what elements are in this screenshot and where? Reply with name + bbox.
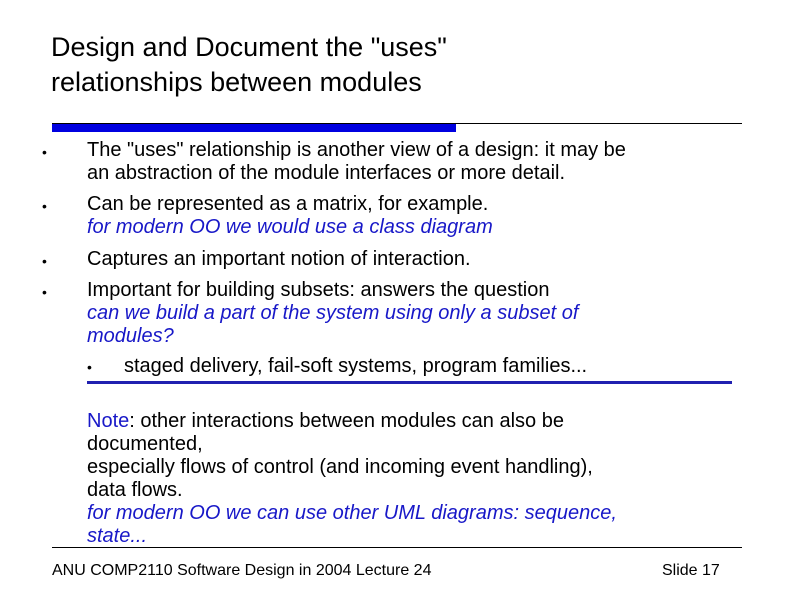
- bullet-marker: •: [42, 198, 47, 214]
- bullet-text: Important for building subsets: answers the question: [87, 279, 550, 301]
- footer-divider: [52, 547, 742, 548]
- note-block: [87, 410, 747, 548]
- bullet-marker: •: [42, 253, 47, 269]
- bullet-item-uses-relationship: [87, 139, 747, 185]
- bullet-text: The "uses" relationship is another view of a design: it may be: [87, 139, 626, 161]
- note-text: : other interactions between modules can also be: [129, 410, 564, 432]
- note-italic: for modern OO we can use other UML diagrams: sequence,: [87, 502, 617, 524]
- note-label: Note: [87, 410, 130, 432]
- sub-bullet-text: staged delivery, fail-soft systems, program families...: [124, 355, 588, 377]
- bullet-italic-question: modules?: [87, 325, 174, 347]
- sub-bullet-item: [87, 355, 587, 379]
- note-text: especially flows of control (and incoming event handling),: [87, 456, 593, 478]
- bullet-marker: •: [42, 144, 47, 160]
- bullet-item-interaction: [87, 248, 747, 271]
- bullet-italic-note: for modern OO we would use a class diagram: [87, 216, 493, 238]
- title-line-2: relationships between modules: [51, 67, 422, 97]
- section-divider: [87, 381, 732, 384]
- bullet-item-subsets: [87, 279, 747, 348]
- sub-bullet-marker: •: [87, 359, 92, 375]
- note-italic: state...: [87, 525, 148, 547]
- footer-slide-number: Slide 17: [662, 562, 720, 579]
- bullet-item-matrix: [87, 193, 747, 239]
- bullet-text: an abstraction of the module interfaces or more detail.: [87, 162, 566, 184]
- bullet-text: Captures an important notion of interaction.: [87, 248, 471, 270]
- bullet-italic-question: can we build a part of the system using only a subset of: [87, 302, 579, 324]
- note-text: data flows.: [87, 479, 183, 501]
- bullet-marker: •: [42, 284, 47, 300]
- footer-course-info: ANU COMP2110 Software Design in 2004 Lecture 24: [52, 562, 432, 579]
- bullet-text: Can be represented as a matrix, for example.: [87, 193, 489, 215]
- note-text: documented,: [87, 433, 203, 455]
- title-line-1: Design and Document the "uses": [51, 32, 447, 62]
